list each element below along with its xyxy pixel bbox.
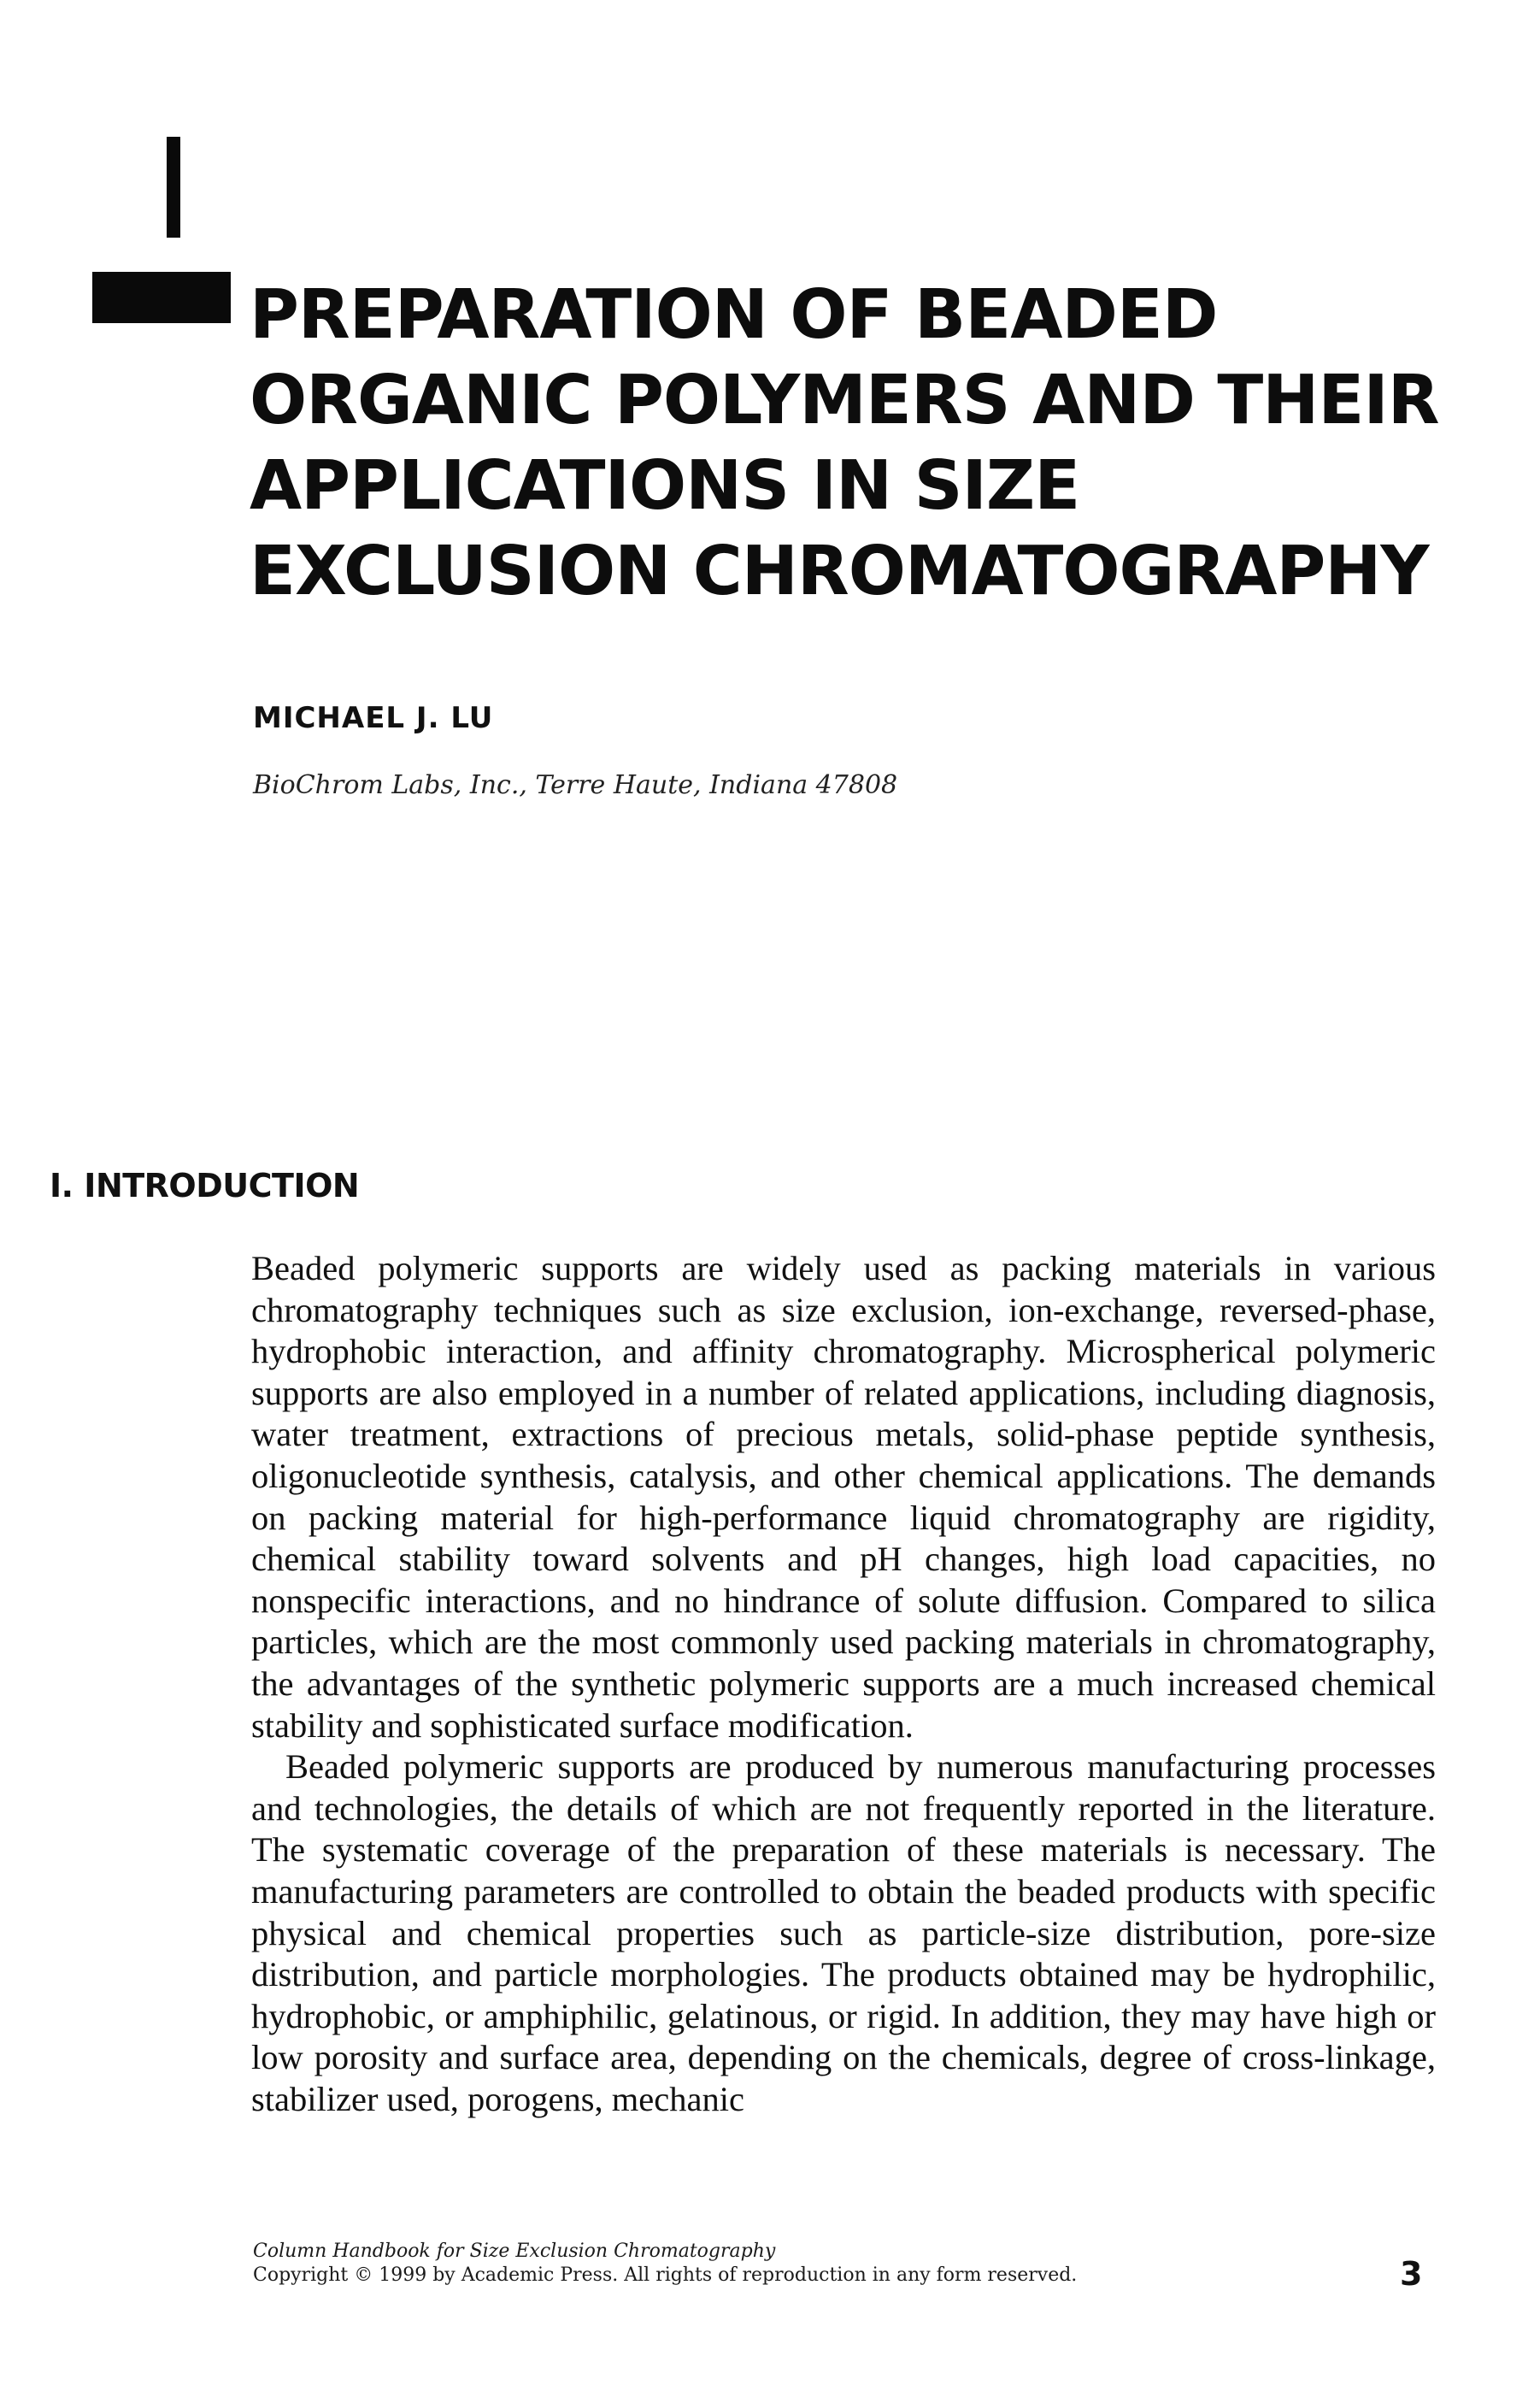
footer-copyright: Copyright © 1999 by Academic Press. All rights of reproduction in any form reserved. [253, 2264, 1078, 2286]
chapter-title-line: ORGANIC POLYMERS AND THEIR [250, 361, 1439, 439]
chapter-number-mark [167, 137, 180, 238]
chapter-title-line: EXCLUSION CHROMATOGRAPHY [250, 532, 1429, 610]
chapter-title-line: PREPARATION OF BEADED [250, 275, 1218, 354]
footer-book-title: Column Handbook for Size Exclusion Chromatography [253, 2241, 776, 2262]
section-body [251, 1248, 1436, 2120]
author-name: MICHAEL J. LU [253, 701, 494, 735]
page-number: 3 [1400, 2255, 1423, 2293]
body-paragraph: Beaded polymeric supports are widely used as packing materials in various chromatography techniques such as size exclusion, ion-exchange, reversed-phase, hydrophobic interaction, and affinity chromatography. Microspherical polymeric supports are also employed in a number of related applications, including diagnosis, water treatment, extractions of precious metals, solid-phase peptide synthesis, oligonucleotide synthesis, catalysis, and other chemical applications. The demands on packing material for high-performance liquid chromatography are rigidity, chemical stability toward solvents and pH changes, high load capacities, no nonspecific interactions, and no hindrance of solute diffusion. Compared to silica particles, which are the most commonly used packing materials in chromatography, the advantages of the synthetic polymeric supports are a much increased chemical stability and sophisticated surface modification. [251, 1249, 1436, 1745]
chapter-title-line: APPLICATIONS IN SIZE [250, 446, 1080, 525]
page-footer [253, 2240, 1449, 2288]
section-heading: I. INTRODUCTION [50, 1167, 360, 1204]
body-paragraph: Beaded polymeric supports are produced by numerous manufacturing processes and technologies, the details of which are not frequently reported in the literature. The systematic coverage of the preparation of these materials is necessary. The manufacturing parameters are controlled to obtain the beaded products with specific physical and chemical properties such as particle-size distribution, pore-size distribution, and particle morphologies. The products obtained may be hydrophilic, hydrophobic, or amphiphilic, gelatinous, or rigid. In addition, they may have high or low porosity and surface area, depending on the chemicals, degree of cross-linkage, stabilizer used, porogens, mechanic [251, 1747, 1436, 2118]
chapter-decorative-block [92, 272, 231, 323]
author-affiliation: BioChrom Labs, Inc., Terre Haute, Indiana 47808 [253, 770, 898, 800]
chapter-title [250, 272, 1497, 614]
